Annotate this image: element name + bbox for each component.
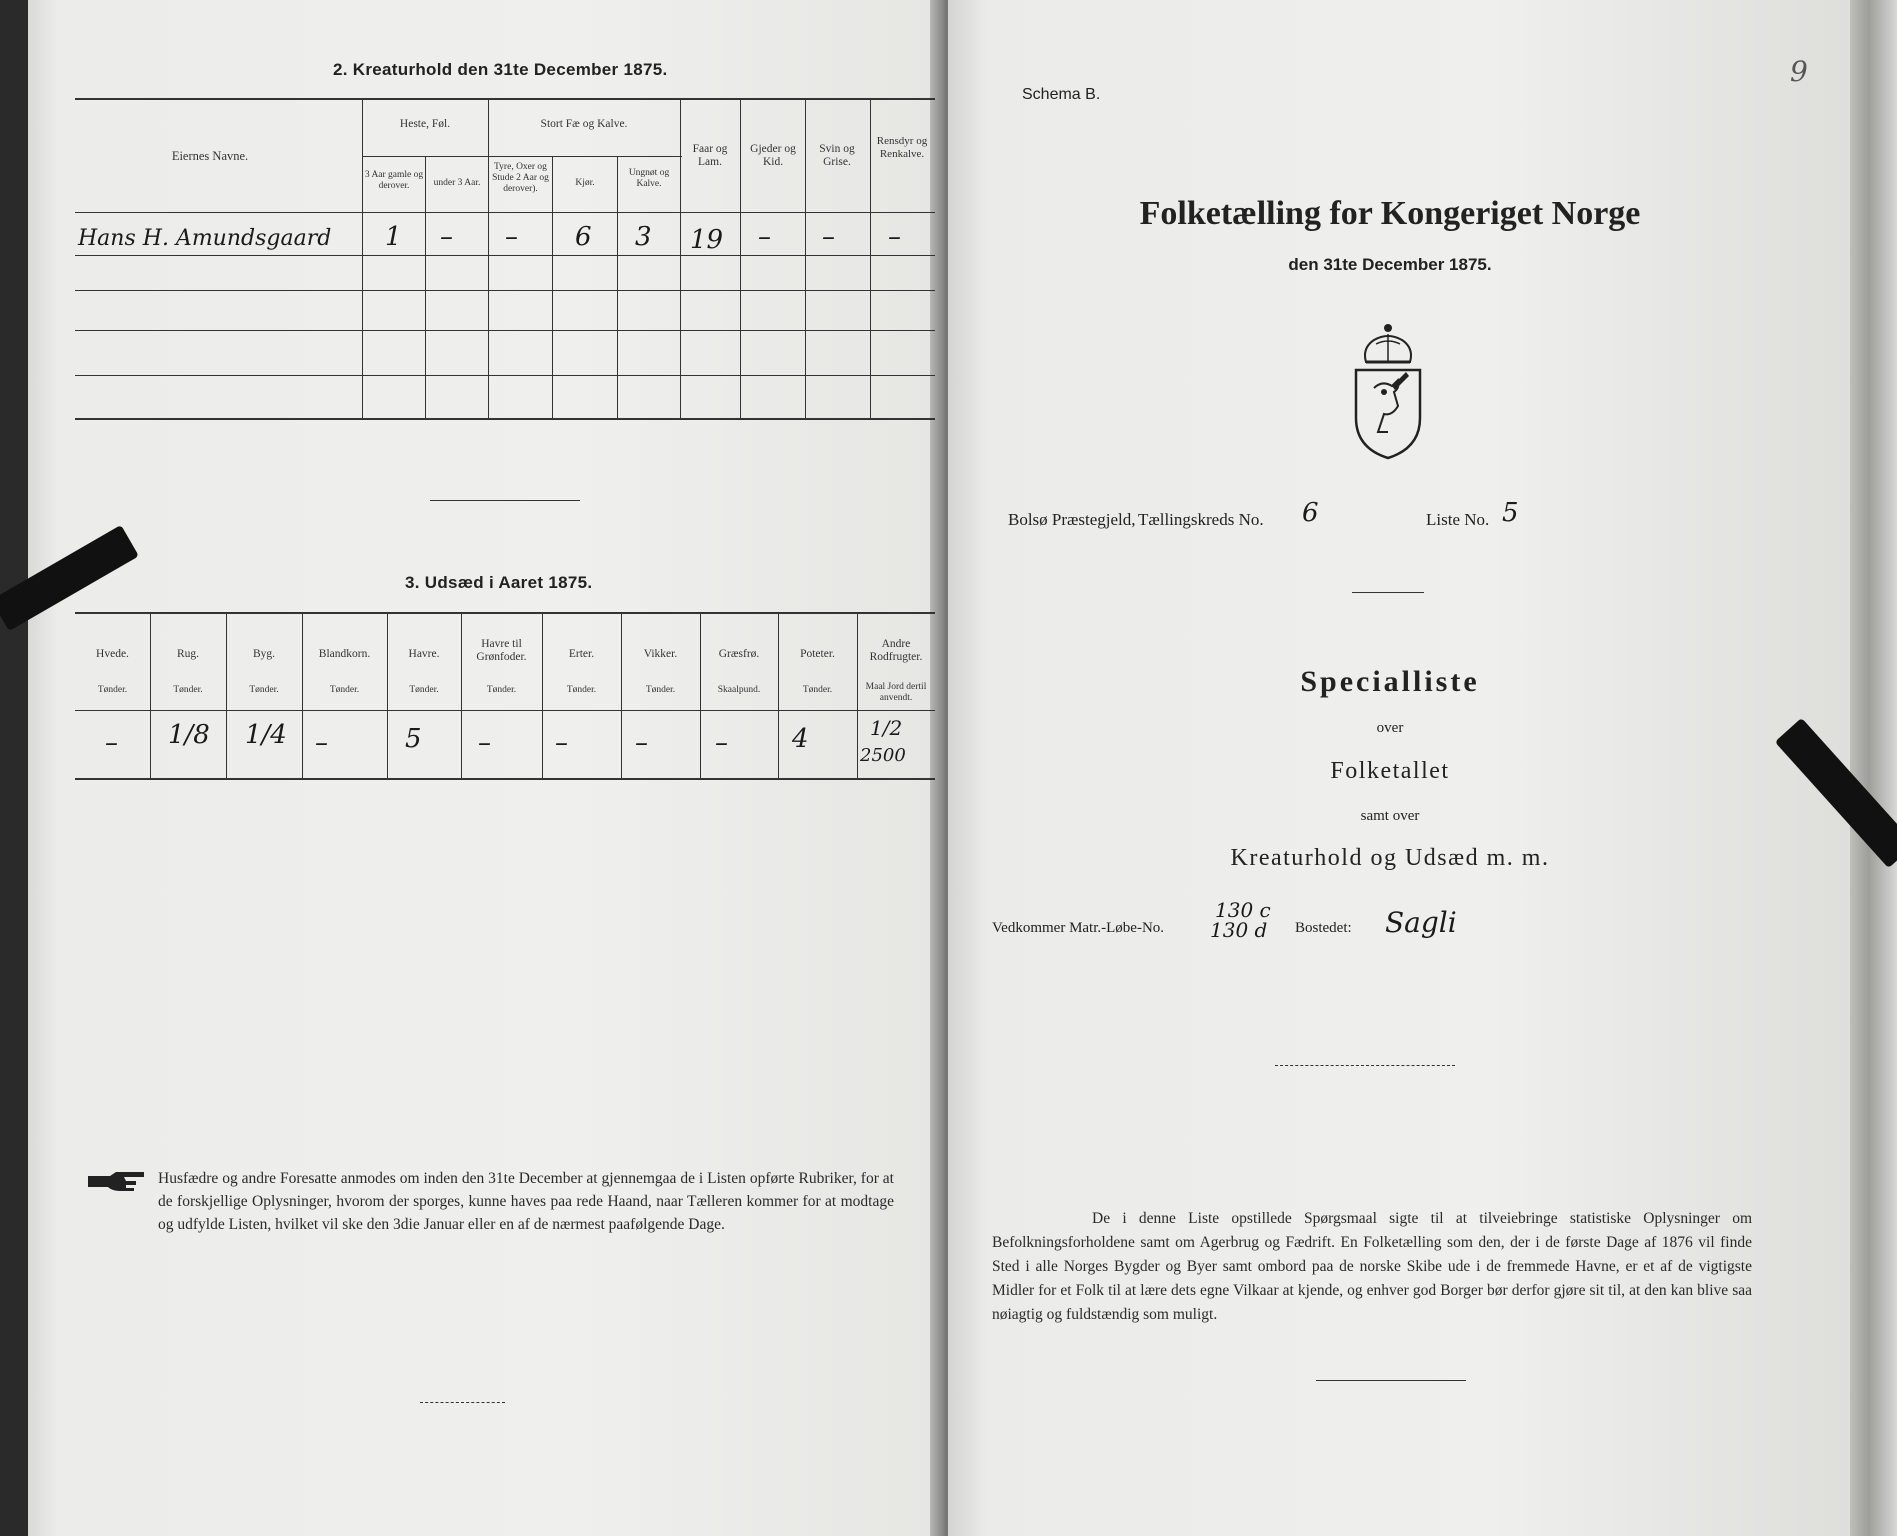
parish-label: Bolsø Præstegjeld,	[1008, 510, 1136, 529]
table3-col-1: Rug.	[176, 648, 200, 660]
table3-col-3: Blandkorn.	[318, 648, 371, 660]
main-subtitle: den 31te December 1875.	[1288, 255, 1492, 274]
table3-col-6: Erter.	[568, 648, 595, 660]
cell-horses-3plus: 1	[385, 222, 402, 252]
folketallet-heading: Folketallet	[1330, 758, 1450, 784]
col-horses-under3: under 3 Aar.	[433, 178, 481, 188]
table3-col-9: Poteter.	[800, 648, 835, 660]
col-cattle: Stort Fæ og Kalve.	[540, 118, 628, 130]
cell-byg: 1/4	[245, 720, 287, 750]
page-edge	[1850, 0, 1897, 1536]
col-cattle-cows: Kjør.	[575, 178, 595, 188]
col-horses-3plus: 3 Aar gamle og derover.	[364, 170, 424, 191]
col-cattle-bulls: Tyre, Oxer og Stude 2 Aar og derover).	[492, 162, 549, 194]
kreaturhold-heading: Kreaturhold og Udsæd m. m.	[1230, 845, 1550, 871]
col-cattle-young: Ungnøt og Kalve.	[628, 168, 670, 189]
cell-goats: –	[758, 222, 771, 252]
table3-col-10: Andre Rodfrugter.	[869, 638, 923, 663]
list-label: Liste No.	[1426, 510, 1490, 529]
table3-col-7: Vikker.	[643, 648, 678, 660]
cell-rodfrugter: 1/2	[870, 716, 903, 740]
schema-label: Schema B.	[1022, 86, 1101, 103]
cell-blandkorn: –	[315, 728, 328, 758]
matr-value-2: 130 d	[1210, 918, 1268, 942]
list-value: 5	[1502, 498, 1519, 528]
cell-havre-gronfoder: –	[478, 728, 491, 758]
table3-unit-4: Tønder.	[409, 685, 439, 695]
col-goats: Gjeder og Kid.	[750, 143, 796, 168]
owner-name: Hans H. Amundsgaard	[78, 226, 332, 251]
samt-over-label: samt over	[1360, 808, 1420, 824]
bosted-label: Bostedet:	[1295, 920, 1352, 936]
table3-unit-1: Tønder.	[173, 685, 203, 695]
col-sheep: Faar og Lam.	[692, 143, 728, 168]
specialliste-heading: Specialliste	[1300, 665, 1480, 698]
col-pigs: Svin og Grise.	[819, 143, 855, 168]
table3-unit-3: Tønder.	[329, 685, 360, 695]
table3-col-2: Byg.	[252, 648, 276, 660]
cell-erter: –	[555, 728, 568, 758]
table3-unit-6: Tønder.	[566, 685, 597, 695]
cell-cattle-bulls: –	[505, 222, 518, 252]
bosted-value: Sagli	[1385, 906, 1457, 939]
district-value: 6	[1302, 498, 1319, 528]
cell-havre: 5	[405, 724, 422, 754]
section3-title: 3. Udsæd i Aaret 1875.	[405, 573, 593, 592]
cell-cattle-cows: 6	[575, 222, 592, 252]
main-title: Folketælling for Kongeriget Norge	[1139, 195, 1641, 232]
matr-value: 130 c	[1215, 898, 1271, 922]
table3-col-0: Hvede.	[96, 648, 129, 660]
matr-label: Vedkommer Matr.-Løbe-No.	[992, 920, 1165, 936]
table3-unit-8: Skaalpund.	[717, 685, 761, 695]
pointing-hand-icon	[86, 1168, 146, 1194]
district-label: Tællingskreds No.	[1138, 510, 1264, 529]
table3-col-8: Græsfrø.	[718, 648, 760, 660]
table3-unit-7: Tønder.	[645, 685, 676, 695]
cell-pigs: –	[822, 222, 835, 252]
table3-col-4: Havre.	[408, 648, 440, 660]
col-reindeer: Rensdyr og Renkalve.	[876, 135, 928, 160]
table3-unit-5: Tønder.	[486, 685, 517, 695]
table3-unit-2: Tønder.	[249, 685, 279, 695]
cell-poteter: 4	[792, 724, 809, 754]
cell-rug: 1/8	[168, 720, 210, 750]
norway-coat-of-arms	[1348, 322, 1428, 462]
notice-text: Husfædre og andre Foresatte anmodes om inden den 31te December at gjennemgaa de i Listen opførte Rubriker, for at de forskjellige Oplysninger, hvorom der sporges, kunne haves paa rede Haand, naar Tælleren kommer for at modtage og udfylde Listen, hvilket vil ske den 3die Januar eller en af de nærmest paafølgende Dage.	[158, 1170, 894, 1233]
table3-unit-0: Tønder.	[97, 685, 128, 695]
over-label: over	[1376, 720, 1404, 736]
col-horses: Heste, Føl.	[399, 118, 451, 130]
cell-sheep: 19	[690, 225, 724, 255]
cell-graesfro: –	[715, 728, 728, 758]
cell-reindeer: –	[888, 222, 901, 252]
table3-unit-9: Tønder.	[802, 685, 833, 695]
table3-unit-10: Maal Jord dertil anvendt.	[865, 682, 927, 703]
page-number: 9	[1790, 55, 1808, 88]
cell-horses-under3: –	[440, 222, 453, 252]
cell-rodfrugter-extra: 2500	[860, 745, 906, 766]
table3-col-5: Havre til Grønfoder.	[476, 638, 527, 663]
section2-title: 2. Kreaturhold den 31te December 1875.	[333, 60, 668, 79]
cell-vikker: –	[635, 728, 648, 758]
cell-hvede: –	[105, 728, 118, 758]
cell-cattle-young: 3	[635, 222, 652, 252]
footer-text: De i denne Liste opstillede Spørgsmaal sigte til at tilveiebringe statistiske Oplysninger om Befolkningsforholdene samt om Agerbrug og Fædrift. En Folketælling som den, der i de første Dage af 1876 vil finde Sted i alle Norges Bygder og Byer samt ombord paa de norske Skibe ude i de fremmede Havne, er et af de vigtigste Midler for et Folk til at lære dets egne Vilkaar at kjende, og enhver god Borger bør derfor gjøre sit til, at den kan blive saa nøiagtig og fuldstændig som muligt.	[992, 1210, 1752, 1323]
col-owner: Eiernes Navne.	[171, 149, 249, 163]
